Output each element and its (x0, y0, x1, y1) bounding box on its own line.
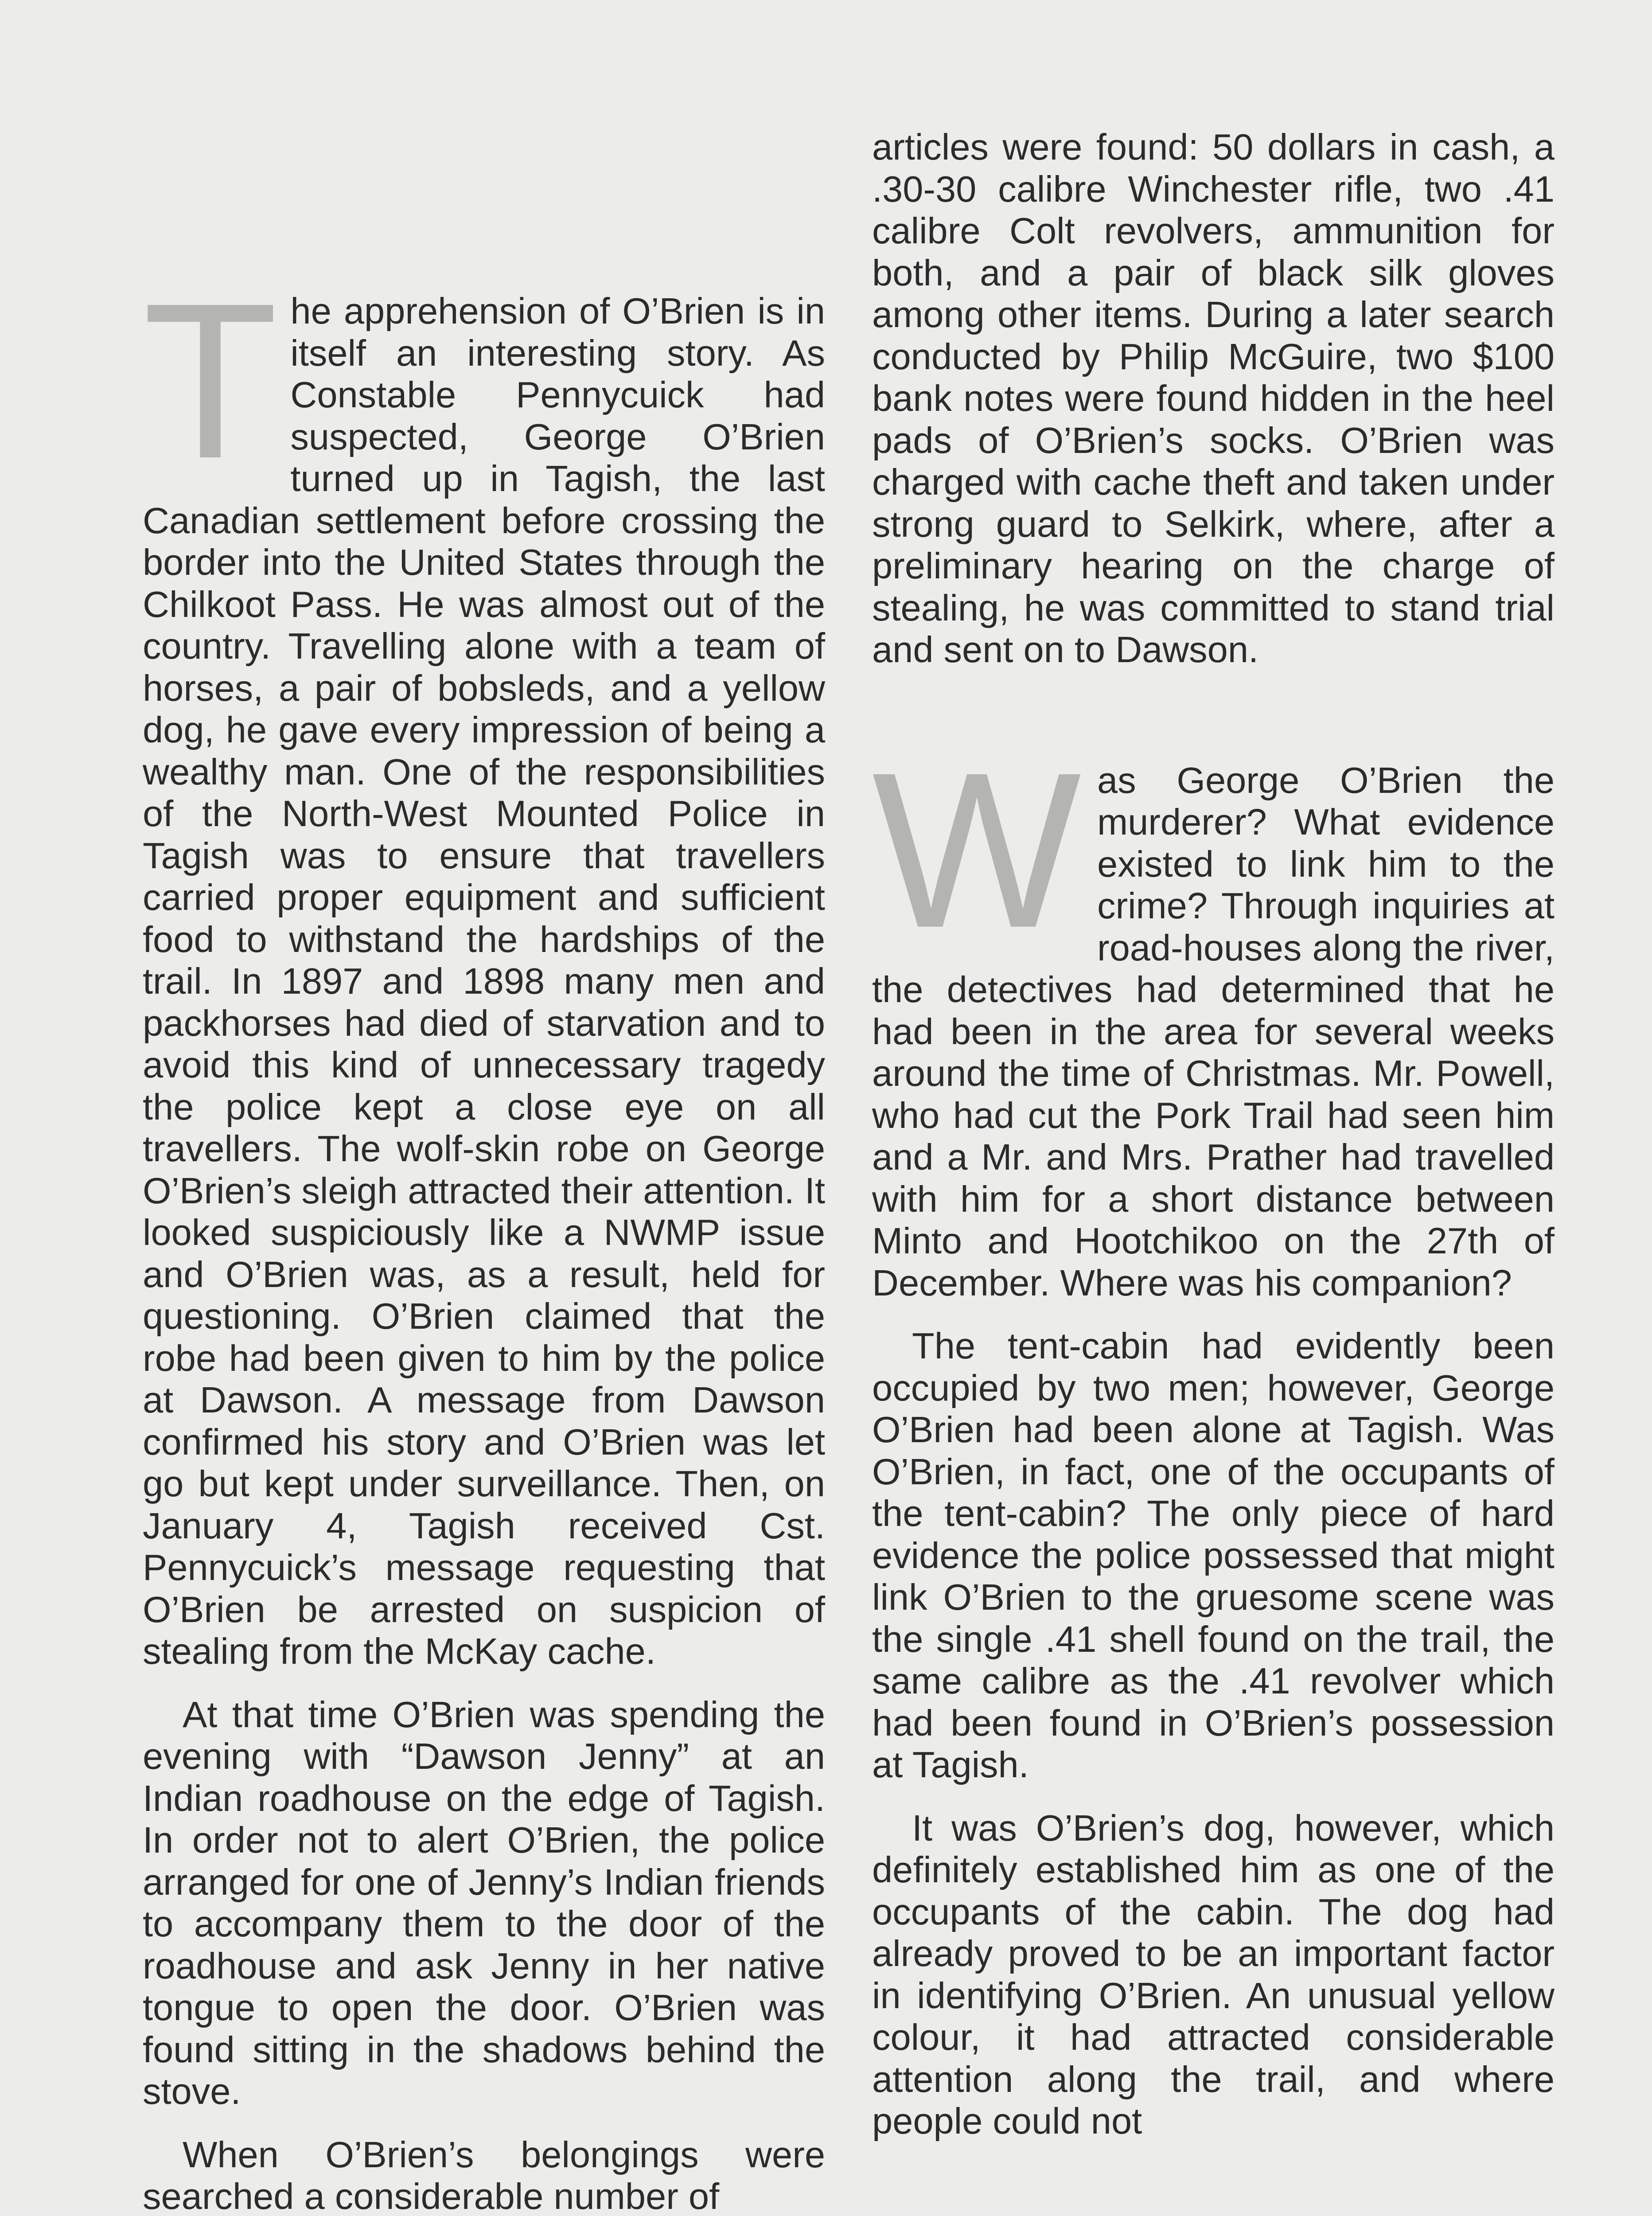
drop-cap-w: W (872, 726, 1081, 974)
paragraph (872, 726, 1555, 1304)
paragraph: articles were found: 50 dollars in cash, a .30-30 calibre Winchester rifle, two .41 calibre Colt revolvers, ammunition for both, and a pair of black silk gloves among other items. During a later search conducted by Philip McGuire, two $100 bank notes were found hidden in the heel pads of O’Brien’s socks. O’Brien was charged with cache theft and taken under strong guard to Selkirk, where, after a preliminary hearing on the charge of stealing, he was committed to stand trial and sent on to Dawson. (872, 126, 1555, 670)
paragraph: When O’Brien’s belongings were searched a considerable number of (143, 2134, 825, 2216)
paragraph: The tent-cabin had evidently been occupied by two men; however, George O’Brien had been alone at Tagish. Was O’Brien, in fact, one of the occupants of the tent-cabin? The only piece of hard evidence the police possessed that might link O’Brien to the gruesome scene was the single .41 shell found on the trail, the same calibre as the .41 revolver which had been found in O’Brien’s possession at Tagish. (872, 1325, 1555, 1785)
paragraph-text: as George O’Brien the murderer? What evidence existed to link him to the crime? Through inquiries at road-houses along the river, the detectives had determined that he had been in the area for several weeks around the time of Christmas. Mr. Powell, who had cut the Pork Trail had seen him and a Mr. and Mrs. Prather had travelled with him for a short distance between Minto and Hootchikoo on the 27th of December. Where was his companion? (872, 759, 1555, 1303)
right-column (872, 0, 1555, 2142)
drop-cap-t: T (143, 257, 278, 504)
paragraph-text: he apprehension of O’Brien is in itself an interesting story. As Constable Pennycuick had suspected, George O’Brien turned up in Tagish, the last Canadian settlement before crossing the border into the United States through the Chilkoot Pass. He was almost out of the country. Travelling alone with a team of horses, a pair of bobsleds, and a yellow dog, he gave every impression of being a wealthy man. One of the responsibilities of the North-West Mounted Police in Tagish was to ensure that travellers carried proper equipment and sufficient food to withstand the hardships of the trail. In 1897 and 1898 many men and packhorses had died of starvation and to avoid this kind of unnecessary tragedy the police kept a close eye on all travellers. The wolf-skin robe on George O’Brien’s sleigh attracted their attention. It looked suspiciously like a NWMP issue and O’Brien was, as a result, held for questioning. O’Brien claimed that the robe had been given to him by the police at Dawson. A message from Dawson confirmed his story and O’Brien was let go but kept under surveillance. Then, on January 4, Tagish received Cst. Pennycuick’s message requesting that O’Brien be arrested on suspicion of stealing from the McKay cache. (143, 290, 825, 1672)
paragraph: At that time O’Brien was spending the evening with “Dawson Jenny” at an Indian roadhouse on the edge of Tagish. In order not to alert O’Brien, the police arranged for one of Jenny’s Indian friends to accompany them to the door of the roadhouse and ask Jenny in her native tongue to open the door. O’Brien was found sitting in the shadows behind the stove. (143, 1693, 825, 2112)
left-column (143, 0, 825, 2216)
paragraph (143, 257, 825, 1673)
paragraph: It was O’Brien’s dog, however, which definitely established him as one of the occupants of the cabin. The dog had already proved to be an important factor in identifying O’Brien. An unusual yellow colour, it had attracted considerable attention along the trail, and where people could not (872, 1807, 1555, 2142)
